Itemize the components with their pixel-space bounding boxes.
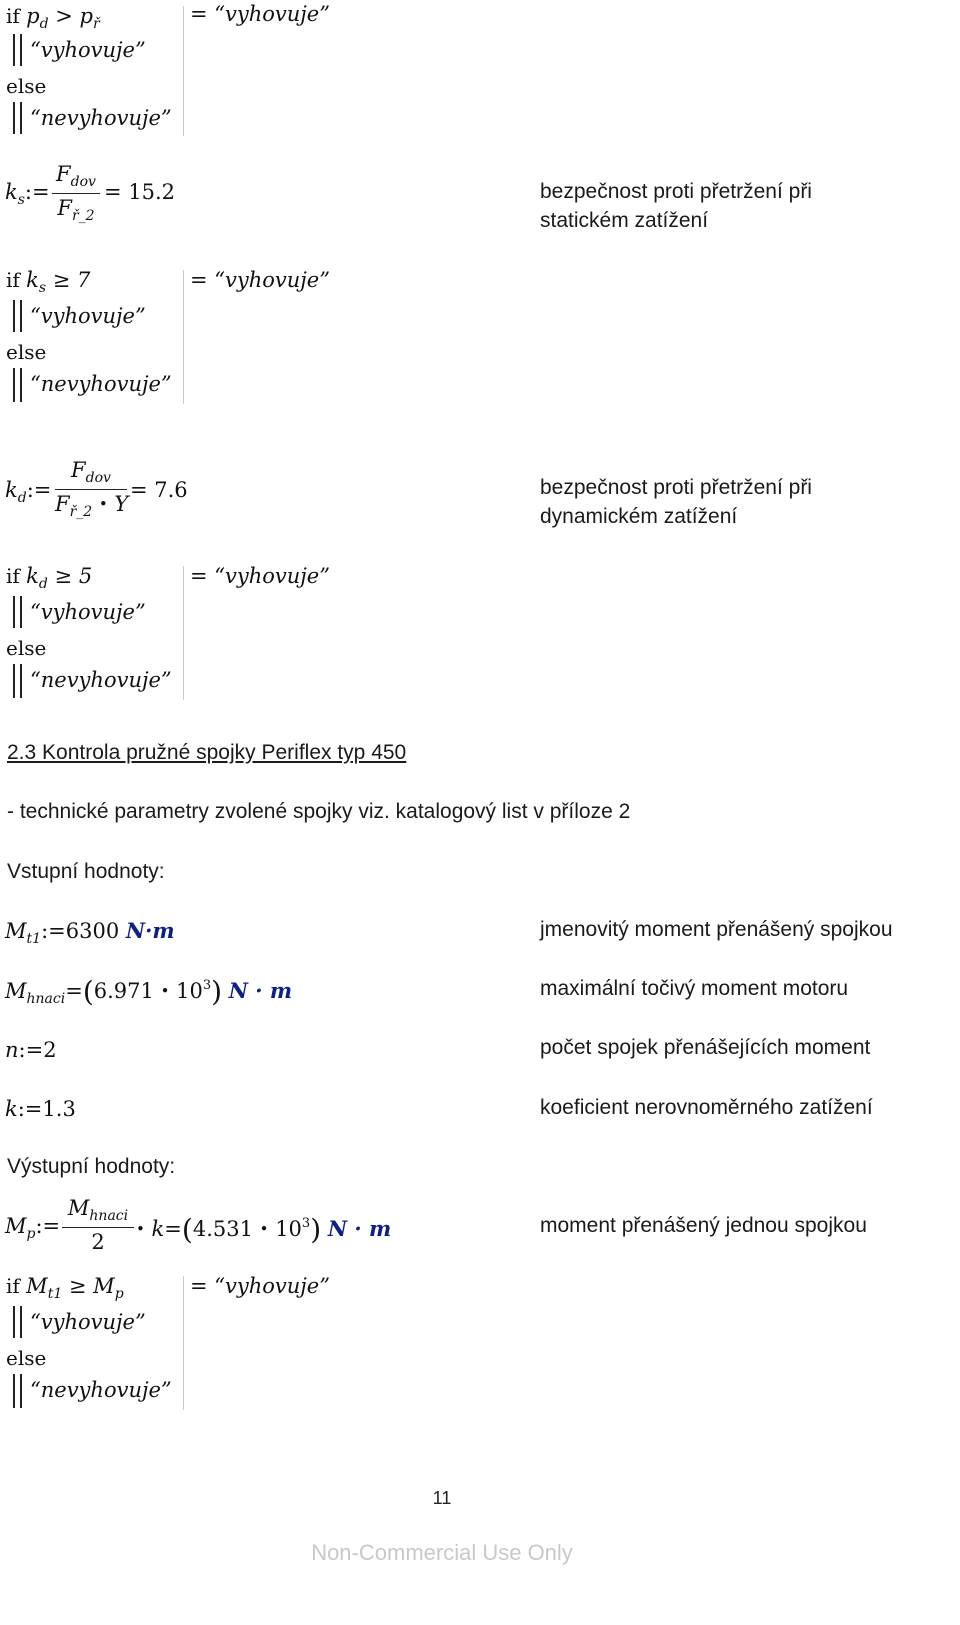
then-value: “vyhovuje” <box>30 38 146 62</box>
kd-description: bezpečnost proti přetržení při dynamickém zatížení <box>540 476 812 528</box>
then-bar <box>13 34 22 66</box>
k-description: koeficient nerovnoměrného zatížení <box>540 1096 873 1119</box>
ks-description: bezpečnost proti přetržení při statickém zatížení <box>540 180 812 232</box>
fraction-bar <box>52 193 100 194</box>
fraction-numerator: $F_{dov}$ <box>56 162 96 190</box>
then-value: “vyhovuje” <box>30 1310 146 1334</box>
kd-fraction <box>55 460 127 519</box>
else-bar <box>13 1374 22 1408</box>
then-bar <box>13 300 22 332</box>
unit-label: N · m <box>327 1216 392 1241</box>
else-value: “nevyhovuje” <box>30 1378 172 1402</box>
mhnaci-formula: $M_{hnaci}=(6.971$ • $10^3$) N · m <box>5 975 293 1008</box>
mp-lhs: $M_p:=$ <box>5 1214 61 1242</box>
else-keyword: else <box>6 340 47 364</box>
if-condition: if $M_{t1} \ge M_p$ <box>6 1274 124 1302</box>
fraction-bar <box>55 489 127 490</box>
then-bar <box>13 596 22 628</box>
else-value: “nevyhovuje” <box>30 372 172 396</box>
mhnaci-description: maximální točivý moment motoru <box>540 977 849 1000</box>
block-divider <box>183 566 184 700</box>
mt1-formula: $M_{t1}:=6300$ N·m <box>5 918 175 947</box>
n-formula: n:=2 <box>5 1038 57 1062</box>
block-divider <box>183 1276 184 1410</box>
mp-fraction <box>62 1198 134 1253</box>
if-keyword: if <box>6 4 20 28</box>
mt1-description: jmenovitý moment přenášený spojkou <box>540 918 893 941</box>
else-keyword: else <box>6 636 47 660</box>
then-value: “vyhovuje” <box>30 304 146 328</box>
kd-lhs: $k_d:=$ <box>5 478 52 506</box>
fraction-numerator: $M_{hnaci}$ <box>67 1196 129 1224</box>
if-condition: if $k_s \ge 7$ <box>6 268 91 296</box>
else-bar <box>13 102 22 134</box>
fraction-denominator: $F_{ř\_2}$ <box>57 196 95 224</box>
else-keyword: else <box>6 1346 47 1370</box>
k-formula: k:=1.3 <box>5 1097 76 1121</box>
fraction-bar <box>62 1227 134 1228</box>
unit-label: N·m <box>125 918 175 943</box>
block-result: = “vyhovuje” <box>190 2 330 26</box>
block-result: = “vyhovuje” <box>190 268 330 292</box>
else-keyword: else <box>6 74 47 98</box>
else-value: “nevyhovuje” <box>30 106 172 130</box>
block-divider <box>183 6 184 136</box>
mp-rhs: • k=(4.531 • $10^3$) N · m <box>136 1213 392 1246</box>
block-result: = “vyhovuje” <box>190 1274 330 1298</box>
inputs-label: Vstupní hodnoty: <box>7 860 165 883</box>
fraction-numerator: $F_{dov}$ <box>71 458 111 486</box>
then-value: “vyhovuje” <box>30 600 146 624</box>
section-heading: 2.3 Kontrola pružné spojky Periflex typ 450 <box>7 741 407 764</box>
condition-expr: $k_s \ge 7$ <box>26 268 91 296</box>
if-condition: if $k_d \ge 5$ <box>6 564 93 592</box>
condition-expr: $p_d > p_ř$ <box>26 4 100 32</box>
kd-result: = 7.6 <box>130 478 188 502</box>
ks-result: = 15.2 <box>104 180 176 204</box>
condition-expr: $M_{t1} \ge M_p$ <box>26 1274 124 1302</box>
if-condition <box>6 4 100 31</box>
then-bar <box>13 1306 22 1338</box>
section-note: - technické parametry zvolené spojky viz. katalogový list v příloze 2 <box>7 800 631 823</box>
watermark-text: Non-Commercial Use Only <box>311 1540 573 1565</box>
block-divider <box>183 270 184 404</box>
block-result: = “vyhovuje” <box>190 564 330 588</box>
outputs-label: Výstupní hodnoty: <box>7 1155 176 1178</box>
fraction-denominator: 2 <box>91 1230 105 1254</box>
n-description: počet spojek přenášejících moment <box>540 1036 871 1059</box>
condition-expr: $k_d \ge 5$ <box>26 564 93 592</box>
unit-label: N · m <box>228 978 293 1003</box>
ks-fraction <box>52 164 100 223</box>
else-bar <box>13 664 22 698</box>
else-bar <box>13 368 22 402</box>
page-number: 11 <box>432 1488 452 1508</box>
fraction-denominator: $F_{ř\_2}$ • Y <box>55 492 129 520</box>
mp-description: moment přenášený jednou spojkou <box>540 1214 867 1237</box>
ks-lhs: $k_s:=$ <box>5 180 50 208</box>
else-value: “nevyhovuje” <box>30 668 172 692</box>
